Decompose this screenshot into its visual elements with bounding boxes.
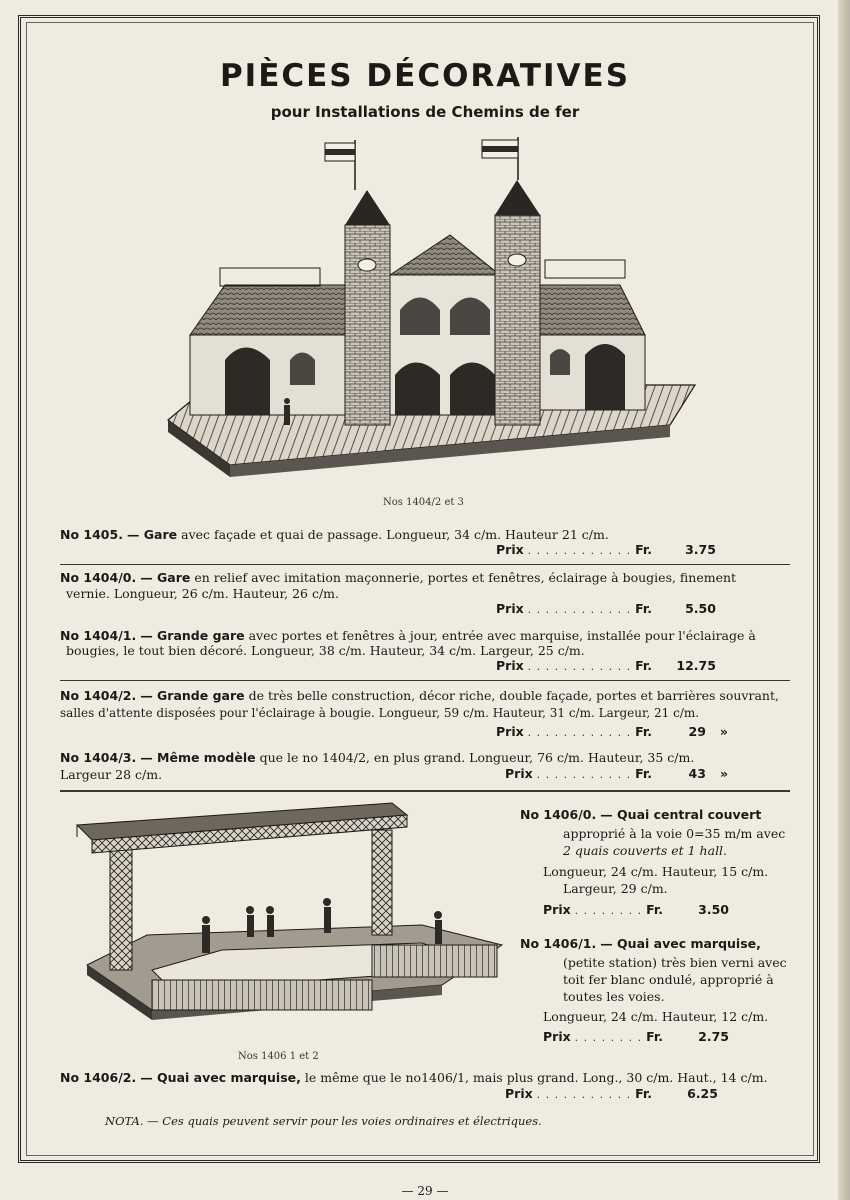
item-1406-0-description-4: Largeur, 29 c/m. (563, 881, 668, 896)
item-1404-1-prix-label: Prix (496, 658, 524, 673)
platform-illustration-caption: Nos 1406 1 et 2 (238, 1051, 319, 1062)
item-1404-2-line-1 (60, 688, 779, 703)
item-1404-3-number: No 1404/3. (60, 750, 137, 765)
item-1404-3-leader-dots: . . . . . . . . . . . (536, 768, 632, 781)
item-1406-2-price-row (505, 1086, 718, 1101)
item-1404-1-name: — Grande gare (140, 628, 245, 643)
item-1404-0-leader-dots: . . . . . . . . . . . . (527, 603, 632, 616)
item-1405-line (60, 527, 609, 542)
item-1406-2-description: le même que le no1406/1, mais plus grand. Long., 30 c/m. Haut., 14 c/m. (304, 1070, 768, 1085)
item-1406-1-price: 2.75 (698, 1029, 729, 1044)
item-1404-3-price: 43 (688, 766, 706, 781)
item-1406-2-price: 6.25 (687, 1086, 718, 1101)
item-1406-0-leader-dots: . . . . . . . . (574, 904, 643, 917)
item-1404-3-prix-label: Prix (505, 766, 533, 781)
item-1404-0-line-1 (60, 570, 736, 585)
item-1404-3-currency: Fr. (635, 766, 652, 781)
item-1404-2-leader-dots: . . . . . . . . . . . . (527, 726, 632, 739)
nota-note: NOTA. — Ces quais peuvent servir pour les voies ordinaires et électriques. (105, 1114, 542, 1128)
item-1404-3-price-row (505, 766, 728, 781)
page-number: — 29 — (401, 1184, 449, 1198)
item-1406-0-description-1: approprié à la voie 0=35 m/m avec (563, 826, 786, 841)
item-1405-number: No 1405. (60, 527, 123, 542)
item-1404-2-price: 29 (688, 724, 706, 739)
item-1404-2-name: — Grande gare (140, 688, 245, 703)
item-1404-2-number: No 1404/2. (60, 688, 137, 703)
item-1405-price-row (496, 542, 716, 557)
item-1404-2-description-2: salles d'attente disposées pour l'éclairage à bougie. Longueur, 59 c/m. Hauteur, 31 c/m. Largeur, 21 c/m. (60, 706, 700, 720)
item-1406-1-description-1: (petite station) très bien verni avec (563, 955, 787, 970)
item-1404-2-ditto: » (719, 724, 728, 739)
item-1404-1-currency: Fr. (635, 658, 652, 673)
item-1404-1-description-1: avec portes et fenêtres à jour, entrée avec marquise, installée pour l'éclairage à (248, 628, 756, 643)
item-1406-0-currency: Fr. (646, 902, 663, 917)
platform-illustration (62, 795, 512, 1045)
item-1404-1-price-row (496, 658, 716, 673)
item-1404-3-line-1 (60, 750, 694, 765)
item-1404-1-number: No 1404/1. (60, 628, 137, 643)
item-1406-2-name: — Quai avec marquise, (140, 1070, 301, 1085)
item-1406-2-line (60, 1070, 768, 1085)
item-1405-price: 3.75 (685, 542, 716, 557)
item-1406-0-description-3: Longueur, 24 c/m. Hauteur, 15 c/m. (543, 864, 769, 879)
item-1406-0-number: No 1406/0. (520, 807, 597, 822)
item-1404-2-currency: Fr. (635, 724, 652, 739)
station-illustration (150, 135, 710, 495)
item-1405-description: avec façade et quai de passage. Longueur, 34 c/m. Hauteur 21 c/m. (181, 527, 609, 542)
item-1406-1-description-4: Longueur, 24 c/m. Hauteur, 12 c/m. (543, 1009, 769, 1024)
item-1404-0-name: — Gare (140, 570, 191, 585)
item-1406-0-name: — Quai central couvert (600, 807, 762, 822)
item-1404-1-leader-dots: . . . . . . . . . . . . (527, 660, 632, 673)
item-1404-3-description-2: Largeur 28 c/m. (60, 767, 163, 782)
item-1404-1-line-1 (60, 628, 756, 643)
item-1404-2-description-1: de très belle construction, décor riche, double façade, portes et barrières souvrant, (248, 688, 779, 703)
item-1404-2-price-row (496, 724, 728, 739)
item-1406-2-prix-label: Prix (505, 1086, 533, 1101)
item-1404-2-prix-label: Prix (496, 724, 524, 739)
item-1406-2-number: No 1406/2. (60, 1070, 137, 1085)
item-1405-name: — Gare (126, 527, 178, 542)
item-1406-1-leader-dots: . . . . . . . . (574, 1031, 643, 1044)
item-1404-1-description-2: bougies, le tout bien décoré. Longueur, 38 c/m. Hauteur, 34 c/m. Largeur, 25 c/m. (66, 643, 585, 658)
item-1404-0-description-2: vernie. Longueur, 26 c/m. Hauteur, 26 c/m. (66, 586, 339, 601)
item-1406-2-currency: Fr. (635, 1086, 652, 1101)
station-illustration-caption: Nos 1404/2 et 3 (383, 497, 464, 508)
page-title: PIÈCES DÉCORATIVES (219, 58, 631, 94)
section-divider (60, 790, 790, 792)
item-1406-1-prix-label: Prix (543, 1029, 571, 1044)
item-1406-0-prix-label: Prix (543, 902, 571, 917)
item-1406-1-description-2: toit fer blanc ondulé, approprié à (563, 972, 774, 987)
item-1404-0-description-1: en relief avec imitation maçonnerie, portes et fenêtres, éclairage à bougies, finement (194, 570, 737, 585)
item-1404-3-name: — Même modèle (140, 750, 256, 765)
item-1405-currency: Fr. (635, 542, 652, 557)
item-1405-leader-dots: . . . . . . . . . . . . (527, 544, 632, 557)
item-1404-0-currency: Fr. (635, 601, 652, 616)
item-1406-1-currency: Fr. (646, 1029, 663, 1044)
item-1406-0-description-2: 2 quais couverts et 1 hall. (563, 843, 728, 858)
item-1406-2-leader-dots: . . . . . . . . . . . (536, 1088, 632, 1101)
item-1404-0-price-row (496, 601, 716, 616)
item-1406-1-name: — Quai avec marquise, (600, 936, 761, 951)
item-1406-0-line-1 (520, 807, 761, 822)
item-1404-3-description-1: que le no 1404/2, en plus grand. Longueur, 76 c/m. Hauteur, 35 c/m. (259, 750, 695, 765)
section-divider (60, 564, 790, 565)
item-1406-1-line-1 (520, 936, 761, 951)
item-1404-1-price: 12.75 (676, 658, 716, 673)
item-1406-0-price: 3.50 (698, 902, 729, 917)
item-1404-3-ditto: » (719, 766, 729, 781)
item-1404-0-price: 5.50 (685, 601, 716, 616)
item-1404-0-number: No 1404/0. (60, 570, 137, 585)
item-1406-1-number: No 1406/1. (520, 936, 597, 951)
page-edge (838, 0, 850, 1200)
item-1406-1-description-3: toutes les voies. (563, 989, 665, 1004)
item-1406-0-price-row (543, 902, 729, 917)
item-1405-prix-label: Prix (496, 542, 524, 557)
item-1406-1-price-row (543, 1029, 729, 1044)
section-divider (60, 680, 790, 681)
page-subtitle: pour Installations de Chemins de fer (270, 103, 580, 121)
item-1404-0-prix-label: Prix (496, 601, 524, 616)
